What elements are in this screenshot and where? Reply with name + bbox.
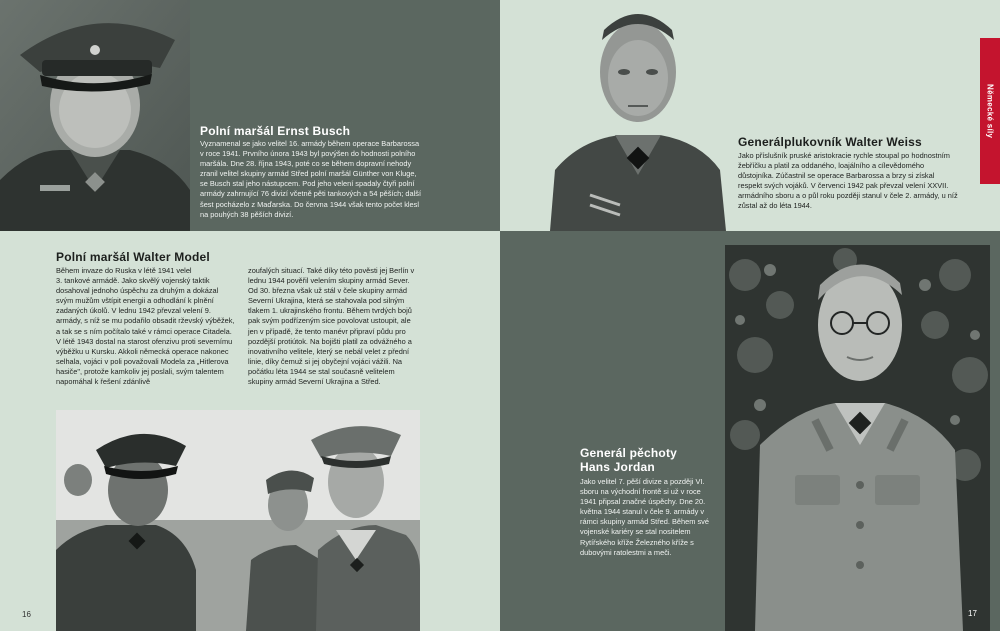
weiss-title: Generálplukovník Walter Weiss xyxy=(738,135,922,149)
page-number-right: 17 xyxy=(968,609,977,618)
jordan-title-line2: Hans Jordan xyxy=(580,460,655,474)
busch-section xyxy=(0,0,500,231)
model-title: Polní maršál Walter Model xyxy=(56,250,210,264)
weiss-portrait xyxy=(550,0,726,231)
right-page xyxy=(500,0,1000,631)
jordan-title-line1: Generál pěchoty xyxy=(580,446,678,460)
section-tab xyxy=(980,38,1000,184)
model-text-col2: zoufalých situací. Také díky této pověsti jej Berlín v lednu 1944 pověřil velením skupiny armád Sever. Od 30. března však už stál v čele skupiny armád Severní Ukrajina, která se stahovala pod silným tlakem 1. ukrajinského frontu. Během tvrdých bojů pak svým podřízeným sice povolovat ustoupit, ale jen v případě, že tento manévr připraví půdu pro pozdější protiútok. Na bojišti platil za odvážného a inovativního velitele, který se nebál velet z přední linie, díky čemuž si jej obyčejní vojáci vážili. Na počátku léta 1944 se stal současně velitelem skupiny armád Severní Ukrajina a Střed. xyxy=(248,266,415,387)
busch-text: Vyznamenal se jako velitel 16. armády během operace Barbarossa v roce 1941. Prvního února 1943 byl povýšen do hodnosti polního maršála. Dne 28. října 1943, poté co se během dopravní nehody zranil velitel skupiny armád Střed polní maršál Günther von Kluge, se Busch stal jeho nástupcem. Pod jeho velení spadaly čtyři polní armády zahrnující 76 divizí včetně pěti tankových a 54 pěších; další šest pocházelo z Maďarska. Do června 1944 však tento počet klesl na pouhých 38 pěších divizí. xyxy=(200,139,422,219)
model-section xyxy=(0,231,500,631)
weiss-section xyxy=(500,0,1000,231)
model-group-photo xyxy=(56,410,420,631)
page-number-left: 16 xyxy=(22,610,31,619)
model-text-col1: Během invaze do Ruska v létě 1941 velel 3. tankové armádě. Jako skvělý vojenský taktik dosahoval jednoho úspěchu za druhým a dokázal svým mužům vštípit energii a odhodlání k plnění zadaných úkolů. V lednu 1942 převzal velení 9. armády, s níž se mu podařilo obsadit rževský výběžek, a tak se s ním počítalo také v rámci operace Citadela. V létě 1943 dostal na starost ofenzivu proti severnímu výběžku u Kursku. Akkoli německá operace nakonec selhala, vojáci v poli považovali Modela za „Hitlerova hasiče", protože kamkoliv jej poslali, svým talentem napomáhal k řešení zdánlivě xyxy=(56,266,235,387)
jordan-portrait xyxy=(725,245,990,631)
jordan-section xyxy=(500,231,1000,631)
busch-portrait xyxy=(0,0,190,231)
busch-title: Polní maršál Ernst Busch xyxy=(200,124,351,138)
section-tab-label: Německé síly xyxy=(985,83,995,139)
jordan-text: Jako velitel 7. pěší divize a později VI. sboru na východní frontě si už v roce 1941 připsal značné úspěchy. Dne 20. května 1944 stanul v čele 9. armády v rámci skupiny armád Střed. Během své vojenské kariéry se stal nositelem Rytířského kříže Železného kříže s dubovými ratolestmi a meči. xyxy=(580,477,709,557)
weiss-text: Jako příslušník pruské aristokracie rychle stoupal po hodnostním žebříčku a platil za oddaného, loajálního a cílevědomého důstojníka. Zúčastnil se operace Barbarossa a brzy si získal respekt svých vojáků. V červenci 1942 pak převzal velení XXVII. armádního sboru a o půl roku později stanul v čele 2. armády, u níž zůstal až do léta 1944. xyxy=(738,151,958,211)
